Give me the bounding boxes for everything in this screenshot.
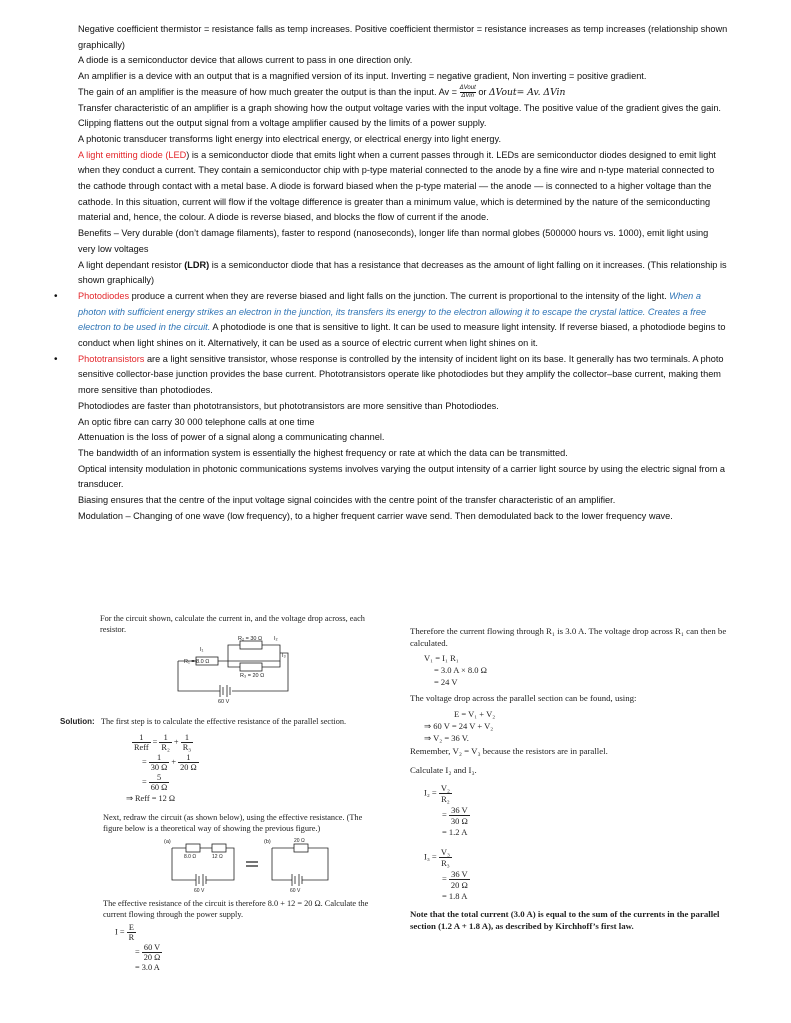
note-bandwidth: The bandwidth of an information system is essentially the highest frequency or rate at which the data can be transmitted. — [78, 447, 568, 458]
right-remember: Remember, V₂ = V₃ because the resistors are in parallel. — [410, 746, 608, 756]
note-thermistor: Negative coefficient thermistor = resistance falls as temp increases. Positive coefficient thermistor = resistance increases as temp increases (relationship shown graphically) — [78, 24, 728, 50]
note-gain — [78, 85, 728, 101]
v1-equation: V₁ = I₁ R₁ = 3.0 A × 8.0 Ω = 24 V — [424, 653, 487, 687]
note-phototransistors: • Phototransistors are a light sensitive transistor, whose response is controlled by the intensity of incident light on its base. It generally has two terminals. A photo sensitive collector-base junction provides the base current. Phototransistors operate like photodiodes but they amplify the collector–base current, making them more sensitive than photodiodes. — [78, 352, 728, 399]
label-i3: I₃ — [282, 653, 286, 659]
svg-text:60 V: 60 V — [194, 888, 205, 892]
svg-text:60 V: 60 V — [290, 888, 301, 892]
label-r1: R₁ = 8.0 Ω — [184, 659, 210, 665]
label-i1: I₁ — [200, 647, 204, 653]
note-diode: A diode is a semiconductor device that allows current to pass in one direction only. — [78, 55, 413, 66]
right-parallel-intro: The voltage drop across the parallel section can be found, using: — [410, 693, 637, 703]
note-led-benefits: Benefits – Very durable (don’t damage filaments), faster to respond (nanoseconds), longer life than normal globes (500000 hours vs. 1000), emit light using very low voltages — [78, 228, 709, 254]
fig-a-label: (a) — [164, 839, 171, 845]
revision-notes — [78, 22, 728, 525]
fig-b-label: (b) — [264, 839, 271, 845]
svg-text:12 Ω: 12 Ω — [212, 854, 223, 860]
note-photodiode-comparison: Photodiodes are faster than phototransistors, but phototransistors are more sensitive than Photodiodes. — [78, 400, 499, 411]
svg-text:20 Ω: 20 Ω — [294, 838, 305, 844]
note-ldr: A light dependant resistor (LDR) is a semiconductor diode that has a resistance that decreases as the amount of light falling on it increases. (This relationship is shown graphically) — [78, 259, 727, 286]
note-photonic-transducer: A photonic transducer transforms light energy into electrical energy, or electrical energy into light energy. — [78, 133, 502, 144]
solution-step1: Solution: The first step is to calculate the effective resistance of the parallel section. — [60, 717, 347, 726]
note-photodiodes: • Photodiodes produce a current when they are reverse biased and light falls on the junction. The current is proportional to the intensity of the light. When a photon with sufficient energy strikes an electron in the junction, its transfers its energy to the electron allowing it to escape the crystal lattice. Creates a free electron to be used in the circuit. A photodiode is one that is sensitive to light. It can be used to measure light intensity. If reverse biased, a photodiode begins to conduct when light shines on it. Alternatively, it can be used as a source of electric current when light shines on it. — [78, 289, 728, 352]
i3-equation: I₃ = $\frac{\text{V₃}}{\text{R₃}}$ = $\frac{36 V}{20 \Omega}$ = 1.8 A — [424, 847, 468, 901]
solution-label: Solution: — [60, 717, 95, 726]
gain-or: or — [475, 86, 490, 97]
v2-equation: E = V₁ + V₂ ⇒ 60 V = 24 V + V₂ ⇒ V₂ = 36 V. — [424, 709, 496, 743]
note-amplifier: An amplifier is a device with an output that is a magnified version of its input. Inverting = negative gradient, Non inverting = positive gradient. — [78, 71, 647, 82]
note-transfer-characteristic: Transfer characteristic of an amplifier is a graph showing how the output voltage varies with the input voltage. The positive value of the gradient gives the gain. — [78, 102, 721, 113]
svg-text:8.0 Ω: 8.0 Ω — [184, 854, 197, 860]
note-optic-fibre: An optic fibre can carry 30 000 telephone calls at one time — [78, 416, 315, 427]
gain-equation: ΔVout= Av. ΔVin — [489, 86, 566, 98]
right-intro: Therefore the current flowing through R₁ is 3.0 A. The voltage drop across R₁ can then be calculated. — [410, 626, 727, 648]
note-biasing: Biasing ensures that the centre of the input voltage signal coincides with the centre point of the transfer characteristic of an amplifier. — [78, 495, 616, 506]
reff-equation: 1 Reff = $\frac{1}{\text{R₂}}$ + $\frac{1}{\text{R₃}}$ = $\frac{1}{30 \Omega}$ + $\frac{1}{20 \Omega}$ = $\frac{5}{60 \Omega}$ ⇒ Reff = 12 Ω — [126, 733, 197, 803]
label-i2: I₂ — [274, 636, 278, 642]
note-led: A light emitting diode (LED) is a semiconductor diode that emits light when a current passes through it. LEDs are semiconductor diodes designed to emit light when they conduct a current. They contain a semiconductor chip with p-type material connected to the anode by a fine wire and n-type material connected to the cathode through contact with a metal base. A diode is forward biased when the p-type material — the anode — is connected to a higher voltage than the cathode. In this situation, current will flow if the voltage difference is greater than a minimum value, which is determined by the nature of the semiconducting material and, hence, the colour. A diode is reverse biased, and blocks the flow of current if the anode. — [78, 149, 716, 223]
gain-fraction: $\frac{\text{ΔVout}}{\text{ΔVin}}$ — [459, 84, 476, 99]
equivalent-circuits — [160, 836, 340, 892]
i2-equation: I₂ = $\frac{\text{V₂}}{\text{R₂}}$ = $\frac{36 V}{30 \Omega}$ = 1.2 A — [424, 783, 468, 837]
solution-step3: The effective resistance of the circuit is therefore 8.0 + 12 = 20 Ω. Calculate the current flowing through the power supply. — [103, 899, 369, 919]
current-equation: I = $\frac{E}{R}$ = $\frac{60 V}{20 \Omega}$ = 3.0 A — [115, 923, 161, 972]
label-voltage: 60 V — [218, 699, 230, 703]
resistor-r2 — [240, 641, 262, 649]
right-calculate: Calculate I₂ and I₃. — [410, 765, 477, 775]
label-r3: R₃ = 20 Ω — [240, 673, 265, 679]
note-attenuation: Attenuation is the loss of power of a signal along a communicating channel. — [78, 432, 385, 443]
kirchhoff-note: Note that the total current (3.0 A) is equal to the sum of the currents in the parallel section (1.2 A + 1.8 A), as described by Kirchhoff’s first law. — [410, 909, 720, 931]
circuit-diagram — [170, 633, 300, 703]
note-modulation-intensity: Optical intensity modulation in photonic communications systems involves varying the output intensity of a carrier light source by using the electric signal from a transducer. — [78, 463, 726, 490]
gain-text: The gain of an amplifier is the measure of how much greater the output is than the input. Av = — [78, 86, 458, 97]
note-modulation: Modulation – Changing of one wave (low frequency), to a higher frequent carrier wave send. Then demodulated back to the lower frequency wave. — [78, 510, 673, 521]
note-clipping: Clipping flattens out the output signal from a voltage amplifier caused by the limits of a power supply. — [78, 118, 487, 129]
example-question: For the circuit shown, calculate the current in, and the voltage drop across, each resistor. — [100, 614, 365, 634]
label-r2: R₂ = 30 Ω — [238, 636, 263, 642]
solution-step2: Next, redraw the circuit (as shown below), using the effective resistance. (The figure below is a theoretical way of showing the previous figure.) — [103, 813, 363, 833]
led-heading: A light emitting diode (LED — [78, 149, 187, 160]
resistor-r3 — [240, 663, 262, 671]
